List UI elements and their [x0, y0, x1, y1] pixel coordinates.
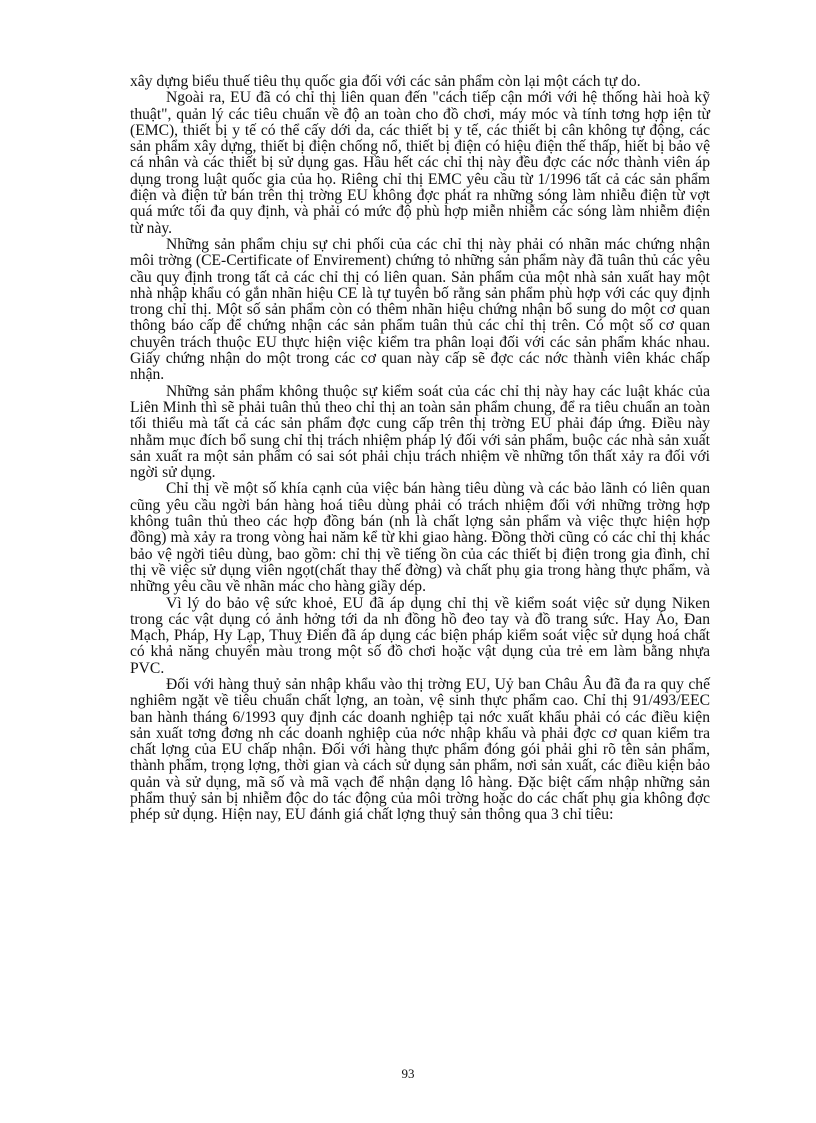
- paragraph-7: Đối với hàng thuỷ sản nhập khẩu vào thị trờng EU, Uỷ ban Châu Âu đã đa ra quy chế nghiêm ngặt về tiêu chuẩn chất lợng, an toàn, vệ sinh thực phẩm cao. Chỉ thị 91/493/EEC ban hành tháng 6/1993 quy định các doanh nghiệp tại nớc xuất khẩu phải có các điều kiện sản xuất tơng đơng nh các doanh nghiệp của nớc nhập khẩu và phải đợc cơ quan kiểm tra chất lợng của EU chấp nhận. Đối với hàng thực phẩm đóng gói phải ghi rõ tên sản phẩm, thành phẩm, trọng lợng, thời gian và cách sử dụng sản phẩm, nơi sản xuất, các điều kiện bảo quản và sử dụng, mã số và mã vạch để nhận dạng lô hàng. Đặc biệt cấm nhập những sản phẩm thuỷ sản bị nhiễm độc do tác động của môi trờng hoặc do các chất phụ gia không đợc phép sử dụng. Hiện nay, EU đánh giá chất lợng thuỷ sản thông qua 3 chỉ tiêu:: [130, 675, 710, 824]
- paragraph-4: Những sản phẩm không thuộc sự kiểm soát của các chỉ thị này hay các luật khác của Liên Minh thì sẽ phải tuân thủ theo chỉ thị an toàn sản phẩm chung, để ra tiêu chuẩn an toàn tối thiểu mà tất cả các sản phẩm đợc cung cấp trên thị trờng EU phải đáp ứng. Điều này nhằm mục đích bổ sung chỉ thị trách nhiệm pháp lý đối với sản phẩm, buộc các nhà sản xuất sản xuất ra một sản phẩm có sai sót phải chịu trách nhiệm về những tổn thất xảy ra đối với ngời sử dụng.: [130, 382, 710, 482]
- page-number: 93: [401, 1066, 415, 1081]
- paragraph-3: Những sản phẩm chịu sự chi phối của các chỉ thị này phải có nhãn mác chứng nhận môi trờng (CE-Certificate of Envirement) chứng tỏ những sản phẩm này đã tuân thủ các yêu cầu quy định trong tất cả các chỉ thị có liên quan. Sản phẩm của một nhà sản xuất hay một nhà nhập khẩu có gắn nhãn hiệu CE là tự tuyên bố rằng sản phẩm phù hợp với các quy định trong chỉ thị. Một số sản phẩm còn có thêm nhãn hiệu chứng nhận bổ sung do một cơ quan thông báo cấp để chứng nhận các sản phẩm tuân thủ các chỉ thị trên. Có một số cơ quan chuyên trách thuộc EU thực hiện việc kiểm tra phân loại đối với các sản phẩm khác nhau. Giấy chứng nhận do một trong các cơ quan này cấp sẽ đợc các nớc thành viên khác chấp nhận.: [130, 235, 710, 384]
- paragraph-1: xây dựng biểu thuế tiêu thụ quốc gia đối với các sản phẩm còn lại một cách tự do.: [130, 73, 641, 90]
- paragraph-6: Vì lý do bảo vệ sức khoẻ, EU đã áp dụng chỉ thị về kiểm soát việc sử dụng Niken trong các vật dụng có ảnh hởng tới da nh đồng hồ đeo tay và đồ trang sức. Hay Áo, Đan Mạch, Pháp, Hy Lạp, Thuỵ Điển đã áp dụng các biện pháp kiểm soát việc sử dụng hoá chất có khả năng chuyển màu trong một số đồ chơi hoặc vật dụng của trẻ em làm bằng nhựa PVC.: [130, 594, 710, 677]
- document-body: [130, 74, 710, 824]
- paragraph-2: Ngoài ra, EU đã có chỉ thị liên quan đến "cách tiếp cận mới với hệ thống hài hoà kỹ thuật", quản lý các tiêu chuẩn về độ an toàn cho đồ chơi, máy móc và tính tơng hợp iện từ (EMC), thiết bị y tế có thể cấy dới da, các thiết bị y tế, các thiết bị cân không tự động, các sản phẩm xây dựng, thiết bị điện chống nổ, thiết bị điện có hiệu điện thế thấp, hiết bị bảo vệ cá nhân và các thiết bị sử dụng gas. Hầu hết các chỉ thị này đều đợc các nớc thành viên áp dụng trong luật quốc gia của họ. Riêng chỉ thị EMC yêu cầu từ 1/1996 tất cả các sản phẩm điện và điện tử bán trên thị trờng EU không đợc phát ra những sóng làm nhiễu điện từ vợt quá mức tối đa quy định, và phải có mức độ phù hợp miễn nhiễm các sóng làm nhiễm điện từ này.: [130, 89, 710, 237]
- paragraph-5: Chỉ thị về một số khía cạnh của việc bán hàng tiêu dùng và các bảo lãnh có liên quan cũng yêu cầu ngời bán hàng hoá tiêu dùng phải có trách nhiệm đối với những trờng hợp không tuân thủ theo các hợp đồng bán (nh là chất lợng sản phẩm và việc thực hiện hợp đồng) mà xảy ra trong vòng hai năm kể từ khi giao hàng. Đồng thời cũng có các chỉ thị khác bảo vệ ngời tiêu dùng, bao gồm: chỉ thị về tiếng ồn của các thiết bị điện trong gia đình, chỉ thị về việc sử dụng viên ngọt(chất thay thế đờng) và chất phụ gia trong hàng thực phẩm, và những yêu cầu về nhãn mác cho hàng giầy dép.: [130, 480, 710, 596]
